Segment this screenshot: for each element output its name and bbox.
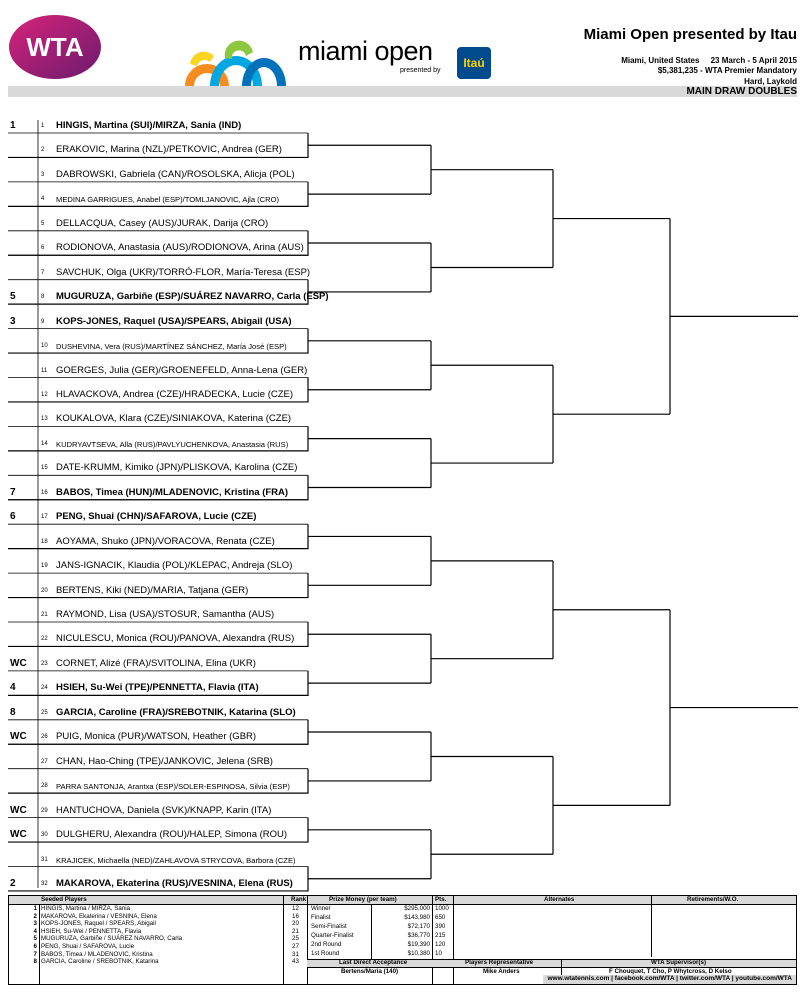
entry-position: 22 — [41, 636, 48, 643]
entry-seed: 3 — [10, 315, 16, 327]
seeded-row-rank: 31 — [292, 950, 299, 958]
prize-amount: $10,380 — [407, 950, 430, 957]
draw-entry — [8, 337, 308, 355]
entry-team-name: CHAN, Hao-Ching (TPE)/JANKOVIC, Jelena (SRB) — [56, 755, 273, 767]
prize-points: 120 — [435, 941, 446, 948]
supervisors-value: F Chouquet, T Cho, P Whytcross, D Kelso — [609, 968, 732, 975]
entry-seed: 6 — [10, 511, 16, 523]
surface: Hard, Laykold — [744, 77, 797, 86]
entry-position: 23 — [41, 660, 48, 667]
seeded-row-seed: 1 — [33, 905, 37, 912]
entry-position: 14 — [41, 440, 48, 447]
seeded-row-name: MAKAROVA, Ekaterina / VESNINA, Elena — [41, 912, 157, 920]
seeded-row-name: HSIEH, Su-Wei / PENNETTA, Flavia — [41, 927, 142, 935]
entry-position: 19 — [41, 563, 48, 570]
seeded-row-rank: 16 — [292, 912, 299, 920]
seeded-row-name: KOPS-JONES, Raquel / SPEARS, Abigail — [41, 920, 156, 928]
entry-position: 9 — [41, 318, 45, 325]
prize-amount: $295,000 — [404, 905, 430, 912]
prize-amount: $72,170 — [407, 923, 430, 930]
prize-points: 1000 — [435, 905, 449, 912]
draw-entry — [8, 582, 308, 600]
draw-entry — [8, 533, 308, 551]
entry-position: 26 — [41, 734, 48, 741]
seeded-row-seed: 6 — [33, 943, 37, 950]
entry-team-name: CORNET, Alizé (FRA)/SVITOLINA, Elina (UKR) — [56, 657, 256, 669]
entry-position: 6 — [41, 245, 45, 252]
draw-entry — [8, 288, 329, 306]
seeded-row-name: MUGURUZA, Garbiñe / SUÁREZ NAVARRO, Carla — [41, 935, 183, 943]
entry-team-name: PUIG, Monica (PUR)/WATSON, Heather (GBR) — [56, 731, 257, 743]
seeded-row-name: HINGIS, Martina / MIRZA, Sania — [41, 905, 131, 912]
entry-position: 8 — [41, 294, 45, 301]
draw-entry — [8, 655, 308, 673]
entry-position: 4 — [41, 196, 45, 203]
entry-position: 15 — [41, 465, 48, 472]
divider — [307, 896, 308, 984]
prize-round: Quarter-Finalist — [311, 932, 354, 939]
draw-entry — [8, 630, 308, 648]
entry-team-name: SAVCHUK, Olga (UKR)/TORRÓ-FLOR, María-Teresa (ESP) — [56, 266, 311, 278]
entry-team-name: AOYAMA, Shuko (JPN)/VORACOVA, Renata (CZE) — [56, 535, 275, 547]
itau-logo-text: Itaú — [463, 56, 485, 70]
seeded-row-name: GARCIA, Caroline / SREBOTNIK, Katarina — [41, 958, 159, 966]
entry-team-name: HINGIS, Martina (SUI)/MIRZA, Sania (IND) — [56, 120, 242, 131]
entry-team-name: KOPS-JONES, Raquel (USA)/SPEARS, Abigail (USA) — [56, 315, 292, 327]
draw-entry — [8, 802, 308, 820]
tournament-title: Miami Open presented by Itau — [583, 26, 797, 43]
location-dates: Miami, United States 23 March - 5 April 2015 — [621, 56, 797, 65]
entry-team-name: DELLACQUA, Casey (AUS)/JURAK, Darija (CRO) — [56, 217, 269, 229]
entry-position: 29 — [41, 807, 48, 814]
presented-by-text: presented by — [400, 67, 441, 74]
entry-position: 17 — [41, 514, 48, 521]
entry-team-name: HLAVACKOVA, Andrea (CZE)/HRADECKA, Lucie (CZE) — [56, 388, 294, 400]
draw-entry — [8, 851, 308, 869]
rank-label: Rank — [291, 896, 307, 903]
seeded-row-seed: 5 — [33, 935, 37, 943]
entry-position: 20 — [41, 587, 48, 594]
seeded-row-rank: 21 — [292, 927, 299, 935]
entry-seed: 7 — [10, 486, 16, 498]
points-label: Pts. — [435, 896, 447, 903]
seeded-row-seed: 2 — [33, 912, 37, 920]
entry-position: 7 — [41, 269, 45, 276]
entry-team-name: RAYMOND, Lisa (USA)/STOSUR, Samantha (AUS) — [56, 609, 275, 620]
draw-title-bar — [8, 86, 797, 97]
entry-position: 1 — [41, 123, 45, 129]
seeded-row-seed: 7 — [33, 950, 37, 958]
entry-seed: WC — [10, 829, 27, 841]
draw-entry — [8, 386, 308, 404]
entry-position: 12 — [41, 391, 48, 398]
entry-position: 11 — [41, 367, 48, 374]
last-direct-acceptance-value: Bertens/Maria (140) — [341, 968, 399, 975]
prize-round: 2nd Round — [311, 941, 342, 948]
draw-entry — [8, 117, 308, 135]
draw-entry — [8, 826, 308, 844]
prize-amount: $143,980 — [404, 914, 430, 921]
entry-position: 16 — [41, 489, 48, 496]
prize-round: Semi-Finalist — [311, 923, 347, 930]
entry-seed: WC — [10, 804, 27, 816]
entry-position: 3 — [41, 171, 45, 178]
entry-team-name: NICULESCU, Monica (ROU)/PANOVA, Alexandra (RUS) — [56, 633, 295, 645]
draw-entry — [8, 410, 308, 428]
draw-entry — [8, 484, 308, 502]
entry-position: 28 — [41, 783, 48, 790]
entry-seed: WC — [10, 731, 27, 743]
draw-entry — [8, 313, 308, 331]
seeded-players-title: Seeded Players — [41, 896, 87, 903]
entry-team-name: MAKAROVA, Ekaterina (RUS)/VESNINA, Elena (RUS) — [56, 877, 293, 889]
event-logo-text: miami open — [298, 36, 433, 66]
divider — [371, 905, 372, 959]
seeded-row-name: BABOS, Timea / MLADENOVIC, Kristina — [41, 950, 153, 958]
draw-entry — [8, 362, 308, 380]
entry-team-name: GOERGES, Julia (GER)/GROENEFELD, Anna-Lena (GER) — [56, 364, 308, 376]
entry-team-name: DUSHEVINA, Vera (RUS)/MARTÍNEZ SÁNCHEZ, María José (ESP) — [56, 342, 287, 352]
entry-position: 24 — [41, 685, 48, 692]
entry-team-name: BABOS, Timea (HUN)/MLADENOVIC, Kristina (FRA) — [56, 486, 289, 498]
entry-position: 5 — [41, 220, 45, 227]
entry-team-name: HSIEH, Su-Wei (TPE)/PENNETTA, Flavia (ITA) — [56, 682, 259, 694]
draw-title: MAIN DRAW DOUBLES — [686, 86, 797, 97]
itau-logo — [457, 47, 491, 79]
entry-position: 32 — [41, 880, 48, 887]
entry-team-name: KRAJICEK, Michaella (NED)/ZAHLAVOVA STRYCOVA, Barbora (CZE) — [56, 855, 296, 865]
draw-entry — [8, 166, 308, 184]
divider — [453, 896, 454, 984]
divider — [432, 896, 433, 984]
last-direct-acceptance-title: Last Direct Acceptance — [339, 959, 408, 966]
draw-entry — [8, 190, 308, 208]
info-table — [8, 895, 797, 985]
draw-entry — [8, 728, 308, 746]
draw-entry — [8, 557, 308, 575]
draw-entry — [8, 435, 308, 453]
seeded-row-rank: 43 — [292, 958, 299, 966]
entry-team-name: MEDINA GARRIGUES, Anabel (ESP)/TOMLJANOVIC, Ajla (CRO) — [56, 195, 280, 205]
entry-team-name: KUDRYAVTSEVA, Alla (RUS)/PAVLYUCHENKOVA, Anastasia (RUS) — [56, 439, 289, 449]
seeded-row-rank: 20 — [292, 920, 299, 928]
draw-entry — [8, 239, 308, 257]
entry-position: 27 — [41, 758, 48, 765]
entry-position: 13 — [41, 416, 48, 423]
entry-team-name: DABROWSKI, Gabriela (CAN)/ROSOLSKA, Alicja (POL) — [56, 168, 295, 180]
entry-position: 10 — [41, 343, 48, 350]
seeded-row-seed: 4 — [33, 927, 37, 935]
draw-entry — [8, 459, 308, 477]
entry-seed: 4 — [10, 682, 16, 694]
entry-position: 2 — [41, 147, 45, 154]
footer-links[interactable]: www.wtatennis.com | facebook.com/WTA | twitter.com/WTA | youtube.com/WTA — [543, 975, 796, 984]
retirements-title: Retirements/W.O. — [687, 896, 739, 903]
alternates-title: Alternates — [544, 896, 575, 903]
entry-team-name: KOUKALOVA, Klara (CZE)/SINIAKOVA, Katerina (CZE) — [56, 413, 292, 425]
entry-team-name: MUGURUZA, Garbiñe (ESP)/SUÁREZ NAVARRO, Carla (ESP) — [56, 291, 329, 303]
entry-team-name: GARCIA, Caroline (FRA)/SREBOTNIK, Katarina (SLO) — [56, 706, 296, 718]
entry-seed: 5 — [10, 291, 16, 303]
entry-team-name: BERTENS, Kiki (NED)/MARIA, Tatjana (GER) — [56, 584, 249, 596]
prize-amount: $19,390 — [407, 941, 430, 948]
seeded-row-rank: 25 — [292, 935, 299, 943]
draw-entry — [8, 508, 308, 526]
entry-seed: 8 — [10, 706, 16, 718]
draw-entry — [8, 141, 308, 159]
entry-team-name: JANS-IGNACIK, Klaudia (POL)/KLEPAC, Andreja (SLO) — [56, 560, 293, 572]
seeded-row-name: PENG, Shuai / SAFAROVA, Lucie — [41, 943, 135, 950]
draw-entry — [8, 679, 308, 697]
entry-team-name: DATE-KRUMM, Kimiko (JPN)/PLISKOVA, Karolina (CZE) — [56, 462, 298, 474]
draw-entry — [8, 215, 308, 233]
entry-seed: 2 — [10, 877, 16, 889]
entry-team-name: PENG, Shuai (CHN)/SAFAROVA, Lucie (CZE) — [56, 511, 257, 523]
entry-position: 21 — [41, 612, 48, 618]
seeded-row-rank: 27 — [292, 943, 299, 950]
divider — [39, 905, 40, 984]
players-rep-title: Players Representative — [465, 959, 534, 966]
supervisors-title: WTA Supervisor(s) — [651, 959, 707, 966]
prize-money-title: Prize Money (per team) — [329, 896, 397, 903]
draw-entry — [8, 704, 308, 722]
seeded-row-rank: 12 — [292, 905, 299, 912]
draw-entry — [8, 606, 308, 624]
entry-team-name: HANTUCHOVA, Daniela (SVK)/KNAPP, Karin (ITA) — [56, 804, 272, 816]
prize-round: Winner — [311, 905, 331, 912]
prize-round: 1st Round — [311, 950, 340, 957]
divider — [283, 896, 284, 984]
prize-amount: $36,770 — [407, 932, 430, 939]
draw-entry — [8, 264, 311, 282]
entry-seed: WC — [10, 657, 27, 669]
entry-team-name: RODIONOVA, Anastasia (AUS)/RODIONOVA, Arina (AUS) — [56, 242, 304, 254]
draw-entry — [8, 777, 308, 795]
entry-position: 25 — [41, 709, 48, 716]
prize-category: $5,381,235 - WTA Premier Mandatory — [657, 66, 797, 75]
players-rep-value: Mike Anders — [483, 968, 520, 975]
entry-team-name: PARRA SANTONJA, Arantxa (ESP)/SOLER-ESPINOSA, Silvia (ESP) — [56, 782, 290, 792]
prize-points: 215 — [435, 932, 446, 939]
wta-logo-text: WTA — [26, 32, 84, 62]
seeded-row-seed: 8 — [33, 958, 37, 966]
divider — [561, 959, 562, 975]
info-table-header-bar — [9, 896, 796, 905]
entry-position: 30 — [41, 832, 48, 839]
miami-open-rainbow-icon — [180, 28, 290, 88]
wta-logo — [8, 14, 102, 80]
entry-position: 31 — [41, 856, 48, 863]
prize-round: Finalist — [311, 914, 331, 921]
divider — [651, 896, 652, 957]
prize-points: 390 — [435, 923, 446, 930]
draw-entry — [8, 753, 308, 771]
draw-entry — [8, 875, 308, 893]
entry-team-name: DULGHERU, Alexandra (ROU)/HALEP, Simona (ROU) — [56, 829, 288, 841]
entry-position: 18 — [41, 538, 48, 545]
seeded-row-seed: 3 — [33, 920, 37, 928]
prize-points: 10 — [435, 950, 442, 957]
entry-team-name: ERAKOVIC, Marina (NZL)/PETKOVIC, Andrea (GER) — [56, 144, 282, 156]
prize-points: 650 — [435, 914, 446, 921]
entry-seed: 1 — [10, 120, 16, 131]
